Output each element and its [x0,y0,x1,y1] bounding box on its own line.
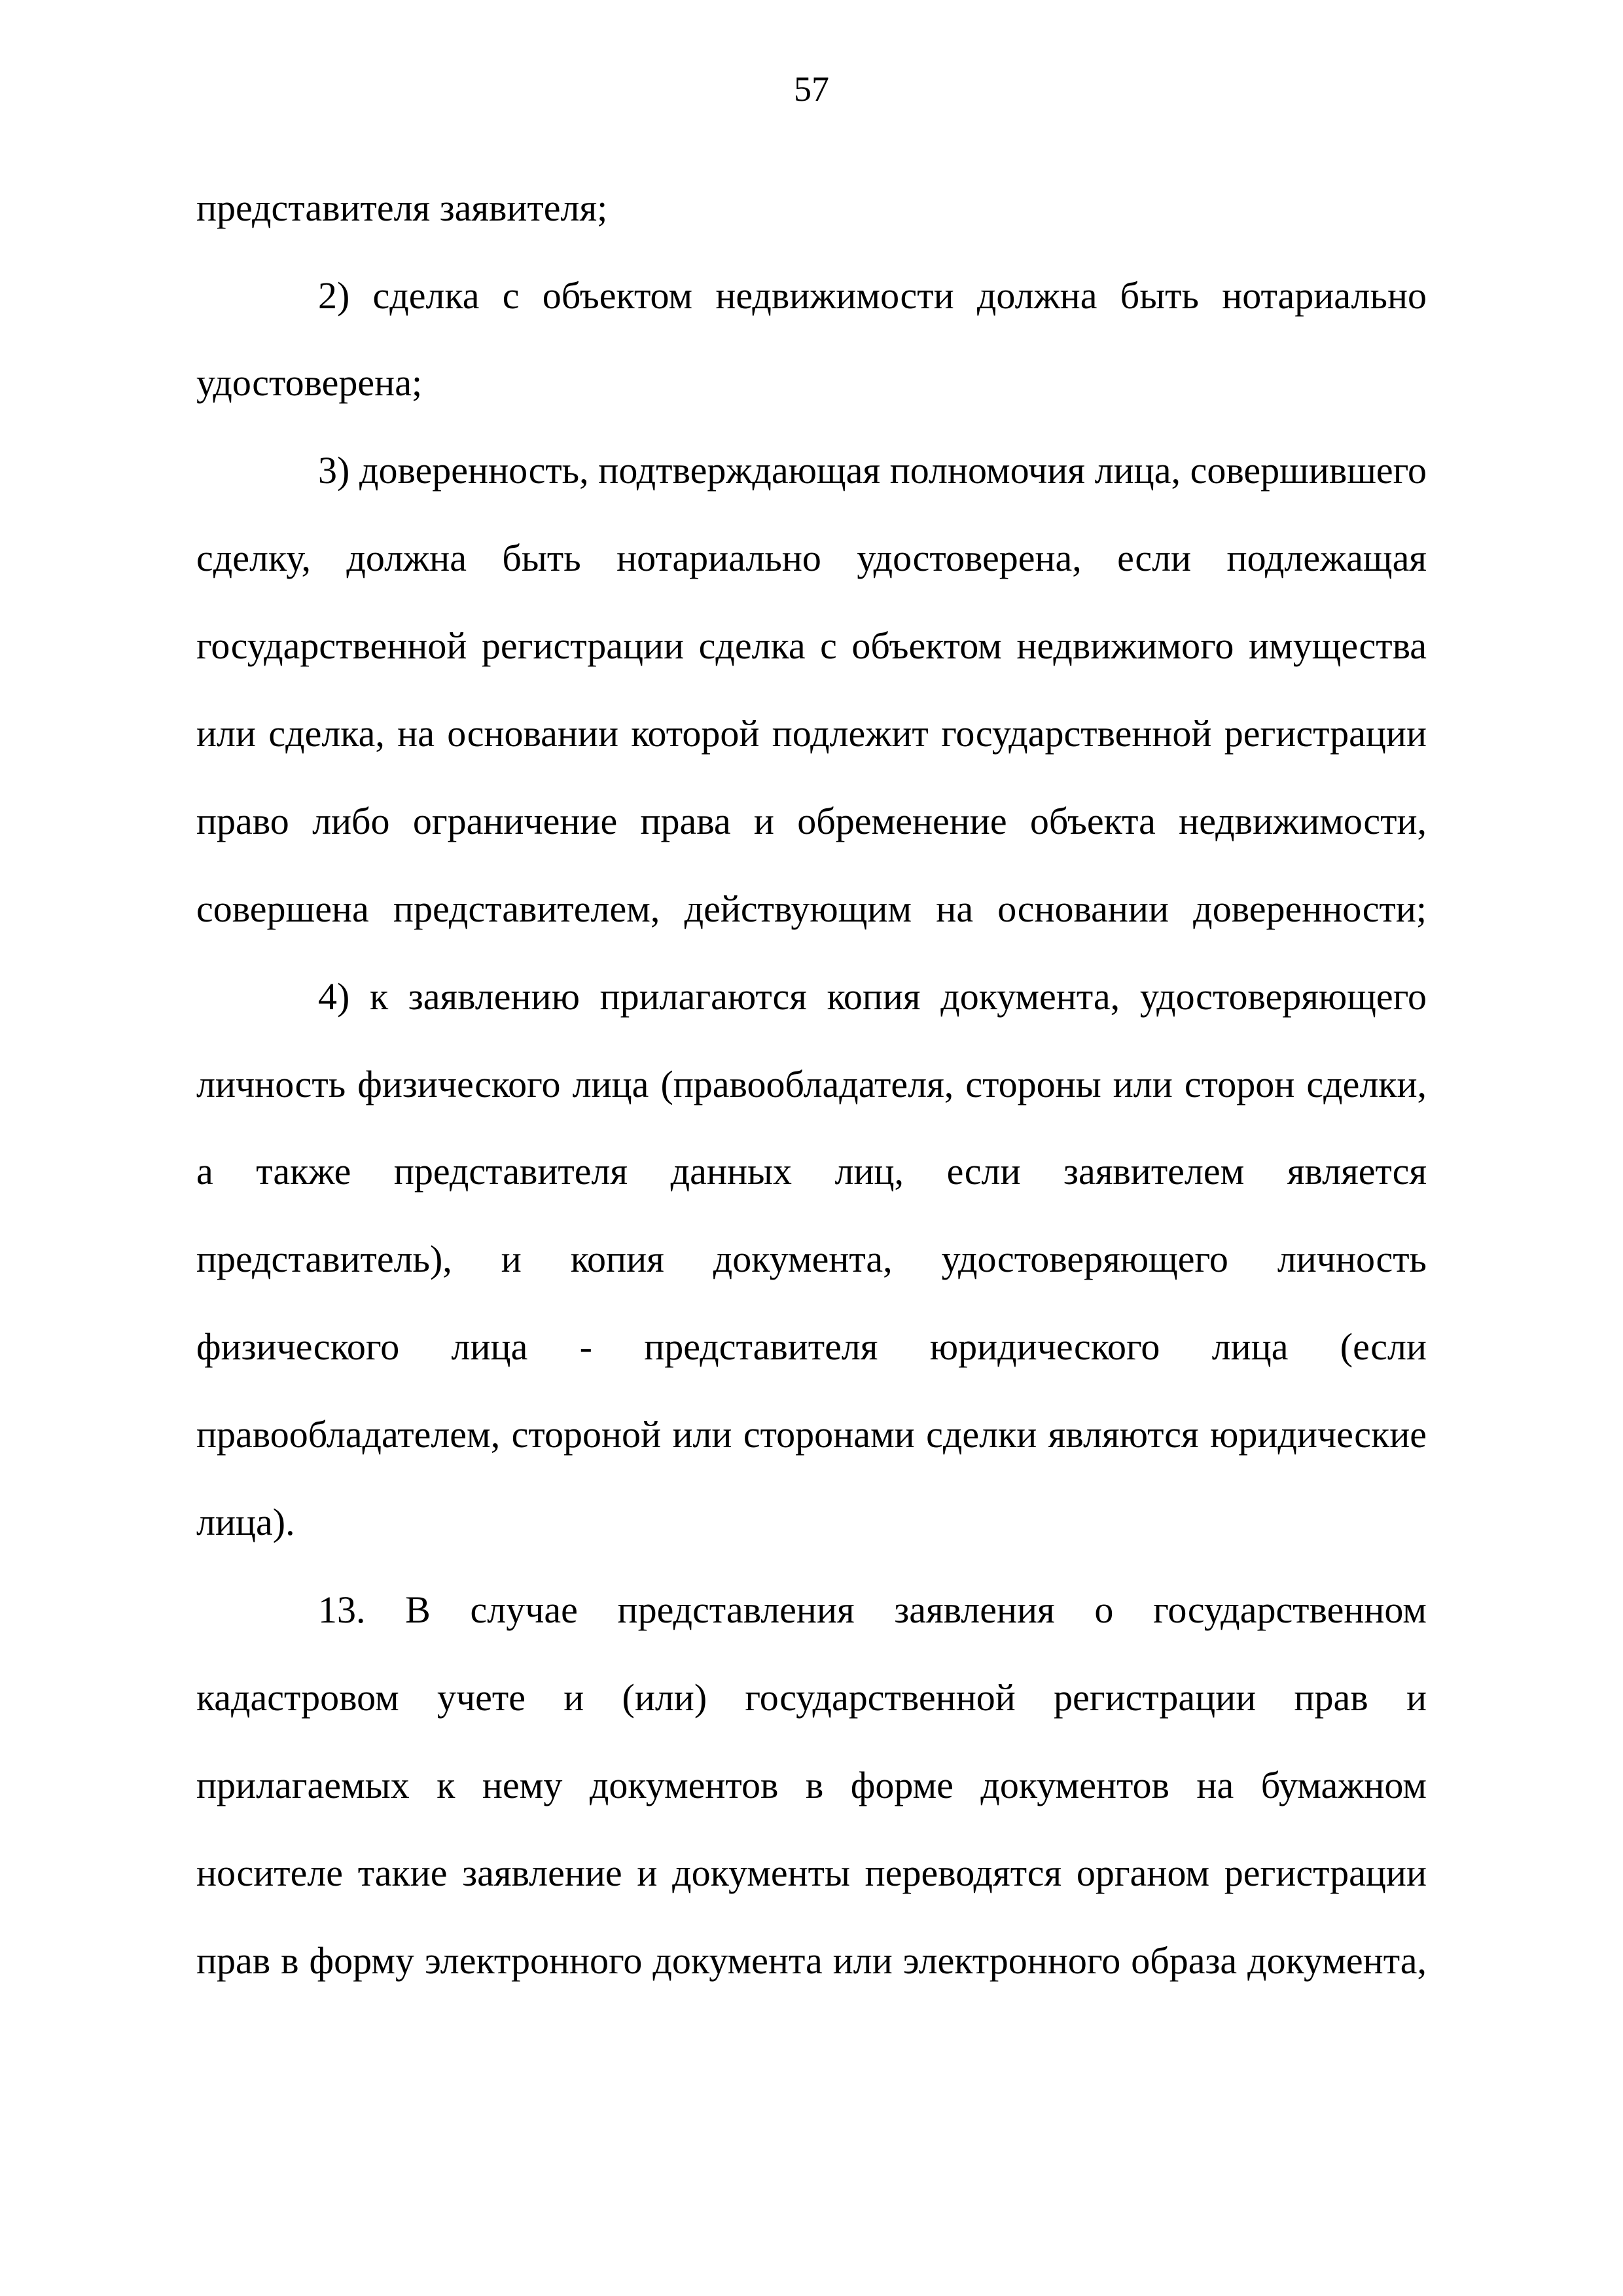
page-number: 57 [794,69,829,109]
text-line: личность физического лица (правообладателя, стороны или сторон сделки, [196,1063,1427,1105]
text-line: 13. В случае представления заявления о государственном [318,1588,1427,1631]
text-line: 2) сделка с объектом недвижимости должна быть нотариально [318,274,1427,317]
text-line: правообладателем, стороной или сторонами сделки являются юридические [196,1413,1427,1456]
text-line: право либо ограничение права и обременение объекта недвижимости, [196,800,1427,842]
text-line: представителя заявителя; [196,187,608,229]
text-line: физического лица - представителя юридического лица (если [196,1325,1427,1368]
text-line: сделку, должна быть нотариально удостоверена, если подлежащая [196,537,1427,579]
text-line: лица). [196,1501,295,1543]
text-line: удостоверена; [196,361,423,404]
text-line: государственной регистрации сделка с объектом недвижимого имущества [196,624,1427,667]
text-line: а также представителя данных лиц, если заявителем является [196,1150,1427,1193]
text-line: прав в форму электронного документа или электронного образа документа, [196,1939,1427,1982]
text-line: кадастровом учете и (или) государственной регистрации прав и [196,1676,1427,1719]
text-line: прилагаемых к нему документов в форме документов на бумажном [196,1764,1427,1806]
text-line: 4) к заявлению прилагаются копия документа, удостоверяющего [318,975,1427,1018]
text-line: совершена представителем, действующим на основании доверенности; [196,888,1427,930]
text-line: или сделка, на основании которой подлежит государственной регистрации [196,712,1427,755]
text-line: носителе такие заявление и документы переводятся органом регистрации [196,1852,1427,1894]
text-line: 3) доверенность, подтверждающая полномочия лица, совершившего [318,449,1427,492]
text-line: представитель), и копия документа, удостоверяющего личность [196,1238,1427,1280]
